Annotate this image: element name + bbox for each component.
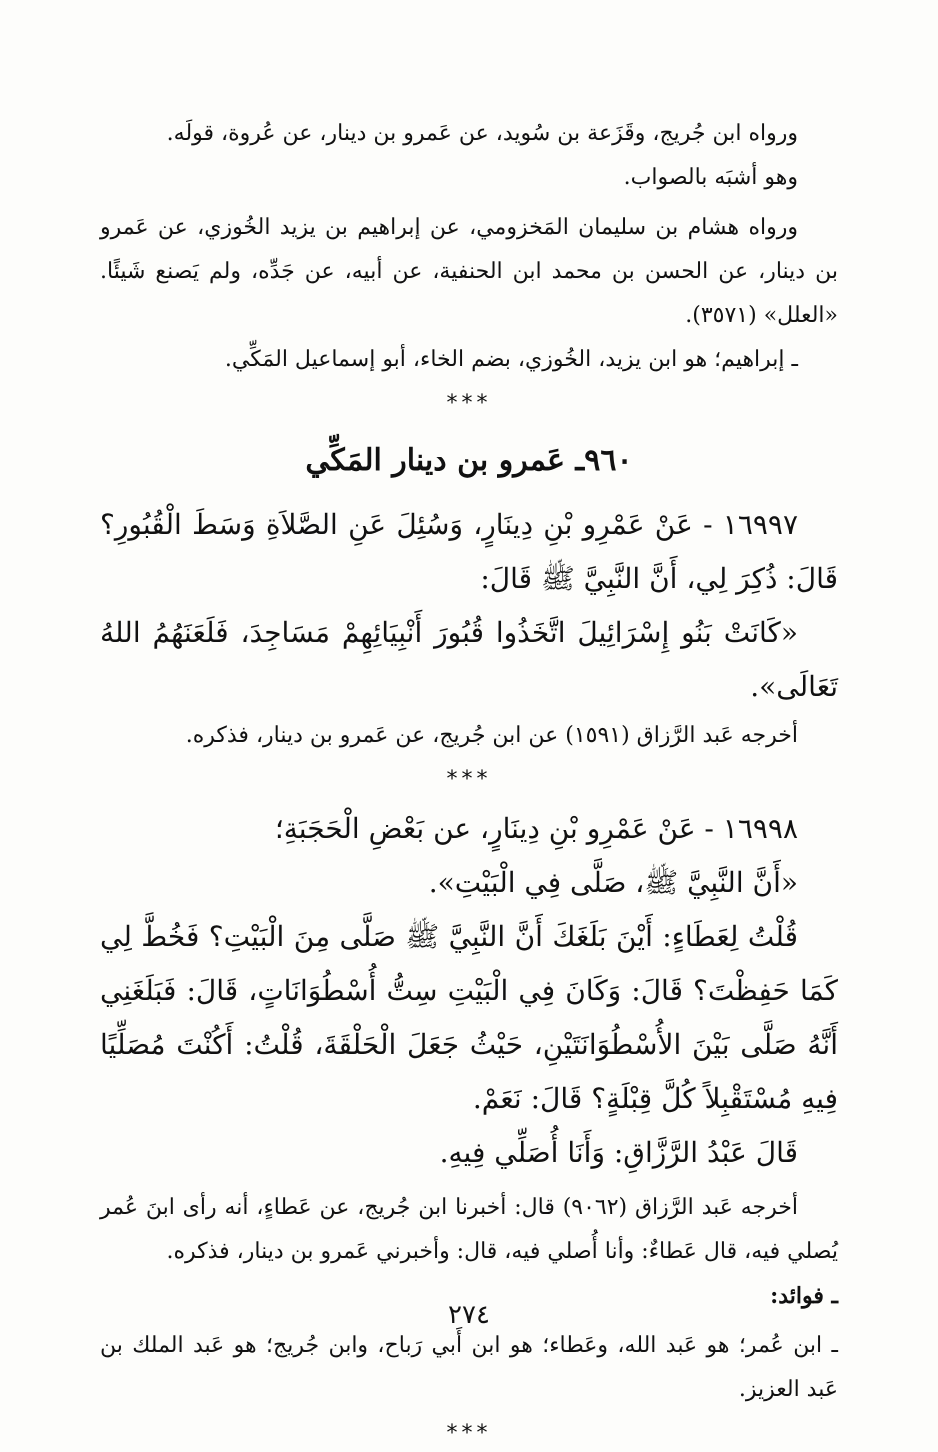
- hadith-16997-quote: «كَانَتْ بَنُو إِسْرَائِيلَ اتَّخَذُوا قُبُورَ أَنْبِيَائِهِمْ مَسَاجِدَ، فَلَعَنَهُمُ اللهُ تَعَالَى».: [100, 616, 838, 703]
- hadith-16998-body: قُلْتُ لِعَطَاءٍ: أَيْنَ بَلَغَكَ أَنَّ النَّبِيَّ ﷺ صَلَّى مِنَ الْبَيْتِ؟ فَخُطَّ لِي كَمَا حَفِظْتَ؟ قَالَ: وَكَانَ فِي الْبَيْتِ سِتُّ أُسْطُوَانَاتٍ، قَالَ: فَبَلَغَنِي أَنَّهُ صَلَّى بَيْنَ الأُسْطُوَانَتَيْنِ، حَيْثُ جَعَلَ الْحَلْقَةَ، قُلْتُ: أَكُنْتَ مُصَلِّيًا فِيهِ مُسْتَقْبِلاً كُلَّ قِبْلَةٍ؟ قَالَ: نَعَمْ.: [100, 920, 838, 1115]
- chapter-title: ٩٦٠ـ عَمرو بن دينار المَكِّي: [305, 443, 633, 478]
- page-number: ٢٧٤: [448, 1300, 490, 1330]
- fawaid-text: ـ ابن عُمر؛ هو عَبد الله، وعَطاء؛ هو ابن أَبي رَباح، وابن جُريج؛ هو عَبد الملك بن عَبد العزيز.: [100, 1333, 838, 1402]
- hadith-16997-text: ١٦٩٩٧ - عَنْ عَمْرِو بْنِ دِينَارٍ، وَسُئِلَ عَنِ الصَّلاَةِ وَسَطَ الْقُبُورِ؟ قَالَ: ذُكِرَ لِي، أَنَّ النَّبِيَّ ﷺ قَالَ:: [100, 508, 838, 595]
- paragraph-riwaya-1: ورواه ابن جُريج، وقَزَعة بن سُويد، عن عَمرو بن دينار، عن عُروة، قولَه.: [166, 121, 798, 146]
- paragraph-riwaya-2: ورواه هشام بن سليمان المَخزومي، عن إبراهيم بن يزيد الخُوزي، عن عَمرو بن دينار، عن الحسن بن محمد ابن الحنفية، عن أبيه، عن جَدِّه، ولم يَصنع شَيئًا. «العلل» (٣٥٧١).: [100, 215, 838, 328]
- section-separator: ***: [446, 1421, 492, 1446]
- hadith-16998-takhrij: أخرجه عَبد الرَّزاق (٩٠٦٢) قال: أخبرنا ابن جُريج، عن عَطاءٍ، أنه رأى ابنَ عُمر يُصلي فيه، قال عَطاءٌ: وأنا أُصلي فيه، قال: وأخبرني عَمرو بن دينار، فذكره.: [100, 1195, 838, 1264]
- hadith-16997-takhrij: أخرجه عَبد الرَّزاق (١٥٩١) عن ابن جُريج، عن عَمرو بن دينار، فذكره.: [185, 723, 798, 748]
- paragraph-ashbah: وهو أشبَه بالصواب.: [623, 165, 798, 190]
- section-separator: ***: [446, 767, 492, 792]
- hadith-16998-quote: «أَنَّ النَّبِيَّ ﷺ، صَلَّى فِي الْبَيْتِ».: [428, 866, 798, 899]
- paragraph-ibrahim-note: ـ إبراهيم؛ هو ابن يزيد، الخُوزي، بضم الخاء، أبو إسماعيل المَكِّي.: [224, 347, 798, 372]
- section-separator: ***: [446, 391, 492, 416]
- hadith-16998-text: ١٦٩٩٨ - عَنْ عَمْرِو بْنِ دِينَارٍ، عن بَعْضِ الْحَجَبَةِ؛: [274, 812, 798, 845]
- hadith-16998-abdurrazzaq: قَالَ عَبْدُ الرَّزَّاقِ: وَأَنَا أُصَلِّي فِيهِ.: [439, 1136, 798, 1169]
- fawaid-heading: ـ فوائد:: [770, 1283, 838, 1309]
